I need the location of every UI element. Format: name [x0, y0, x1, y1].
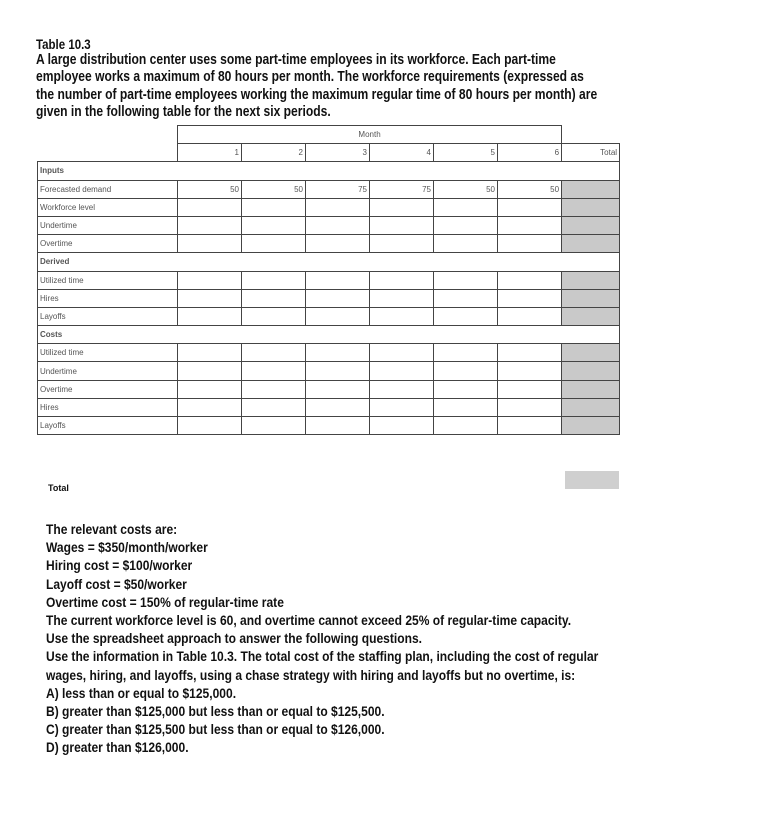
question-body [46, 520, 761, 757]
text-line: The current workforce level is 60, and overtime cannot exceed 25% of regular-time capacity. [46, 612, 572, 629]
total-cell [562, 380, 620, 398]
text-line: Use the spreadsheet approach to answer the following questions. [46, 630, 422, 647]
row-label: Layoffs [38, 417, 178, 435]
row-label: Undertime [38, 362, 178, 380]
table-row [38, 198, 620, 216]
text-line: The relevant costs are: [46, 521, 178, 537]
total-cell [562, 180, 620, 198]
row-label: Forecasted demand [38, 180, 178, 198]
answer-option-c: C) greater than $125,500 but less than or equal to $126,000. [46, 721, 385, 738]
table-row [38, 344, 620, 362]
answer-option-d: D) greater than $126,000. [46, 739, 189, 756]
total-cell [562, 289, 620, 307]
total-cell [562, 398, 620, 416]
grand-total-cell [565, 471, 619, 489]
demand-cell: 75 [370, 180, 434, 198]
row-label: Overtime [38, 380, 178, 398]
table-row [38, 180, 620, 198]
text-line: wages, hiring, and layoffs, using a chase strategy with hiring and layoffs but no overtime, is: [46, 666, 576, 683]
text-line: Use the information in Table 10.3. The total cost of the staffing plan, including the cost of regular [46, 648, 599, 665]
row-label: Layoffs [38, 307, 178, 325]
total-cell [562, 216, 620, 234]
text-line: Wages = $350/month/worker [46, 539, 208, 556]
month-header: 5 [434, 144, 498, 162]
total-cell [562, 271, 620, 289]
section-derived: Derived [38, 253, 620, 271]
table-row [38, 289, 620, 307]
grand-total-label: Total [48, 483, 69, 493]
table-row [38, 380, 620, 398]
row-label: Hires [38, 289, 178, 307]
text-line: Overtime cost = 150% of regular-time rate [46, 593, 284, 610]
month-header: 4 [370, 144, 434, 162]
demand-cell: 50 [498, 180, 562, 198]
intro-line: given in the following table for the next six periods. [36, 104, 331, 121]
table-row [38, 398, 620, 416]
row-label: Utilized time [38, 344, 178, 362]
total-cell [562, 344, 620, 362]
total-cell [562, 362, 620, 380]
text-line: Hiring cost = $100/worker [46, 557, 193, 574]
intro-line: the number of part-time employees working the maximum regular time of 80 hours per month) are [36, 86, 598, 103]
total-column-header: Total [562, 144, 620, 162]
total-cell [562, 307, 620, 325]
table-row [38, 216, 620, 234]
answer-option-b: B) greater than $125,000 but less than or equal to $125,500. [46, 703, 385, 720]
intro-line: A large distribution center uses some part-time employees in its workforce. Each part-time [36, 52, 556, 68]
question-heading [36, 36, 726, 122]
text-line: Layoff cost = $50/worker [46, 575, 187, 592]
demand-cell: 50 [434, 180, 498, 198]
table-row [38, 417, 620, 435]
answer-option-a: A) less than or equal to $125,000. [46, 684, 237, 701]
total-cell [562, 198, 620, 216]
row-label: Overtime [38, 235, 178, 253]
demand-cell: 50 [178, 180, 242, 198]
row-label: Hires [38, 398, 178, 416]
table-row [38, 235, 620, 253]
intro-text [36, 52, 729, 122]
total-cell [562, 235, 620, 253]
month-header: 2 [242, 144, 306, 162]
intro-line: employee works a maximum of 80 hours per month. The workforce requirements (expressed as [36, 69, 584, 86]
demand-cell: 75 [306, 180, 370, 198]
row-label: Workforce level [38, 198, 178, 216]
row-label: Utilized time [38, 271, 178, 289]
table-number: Table 10.3 [36, 36, 91, 52]
total-cell [562, 417, 620, 435]
month-caption: Month [178, 126, 562, 144]
table-row [38, 307, 620, 325]
month-header: 1 [178, 144, 242, 162]
month-header: 3 [306, 144, 370, 162]
section-costs: Costs [38, 326, 620, 344]
section-inputs: Inputs [38, 162, 620, 180]
staffing-table [37, 125, 620, 435]
month-header: 6 [498, 144, 562, 162]
staffing-spreadsheet [37, 125, 619, 470]
row-label: Undertime [38, 216, 178, 234]
table-row [38, 362, 620, 380]
table-row [38, 271, 620, 289]
demand-cell: 50 [242, 180, 306, 198]
